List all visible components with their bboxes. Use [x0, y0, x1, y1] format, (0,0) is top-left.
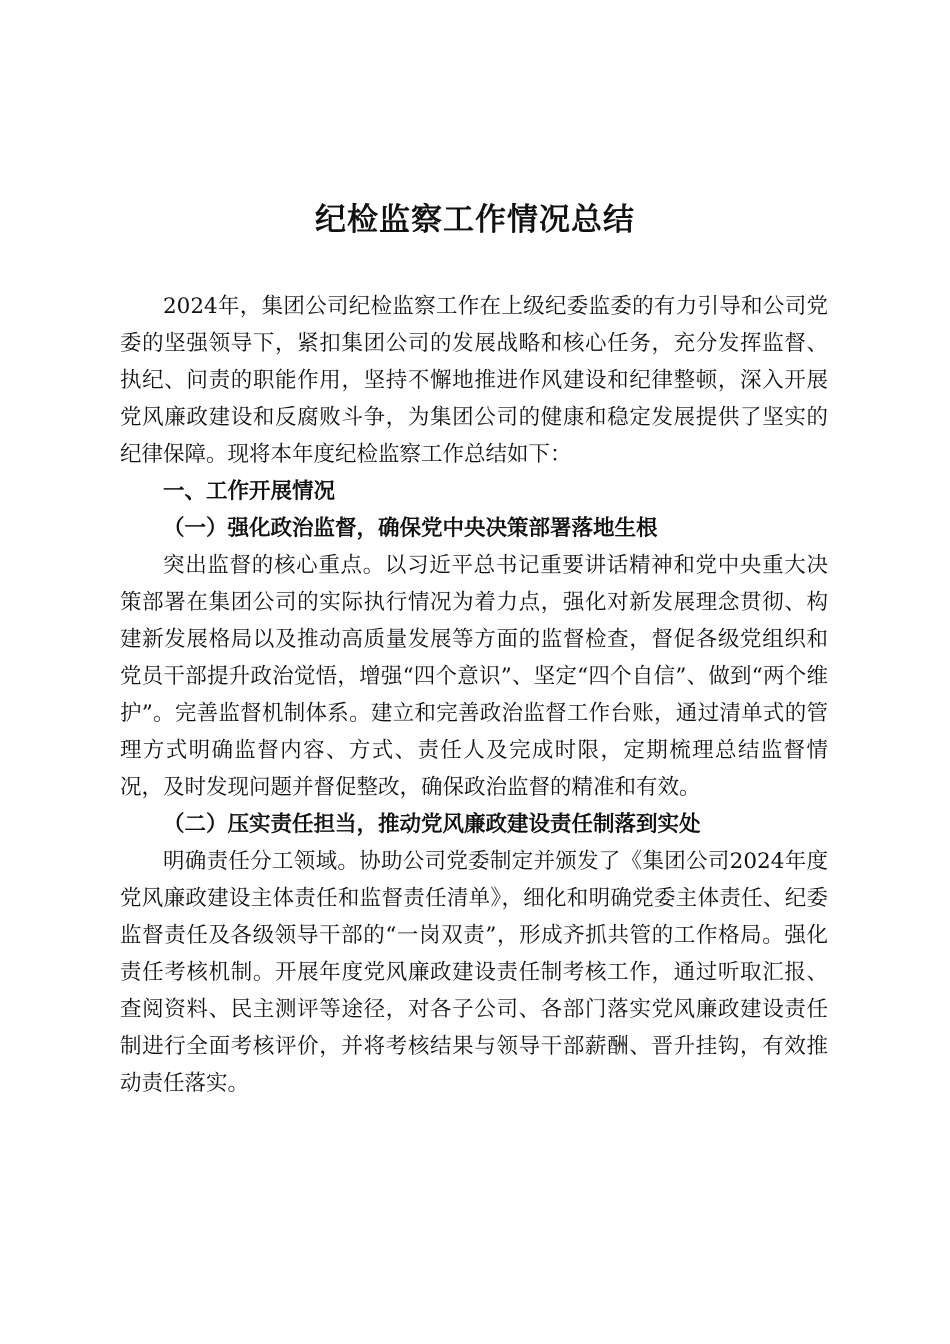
document-body [120, 288, 828, 1102]
intro-paragraph: 2024年，集团公司纪检监察工作在上级纪委监委的有力引导和公司党委的坚强领导下，紧扣集团公司的发展战略和核心任务，充分发挥监督、执纪、问责的职能作用，坚持不懈地推进作风建设和纪律整顿，深入开展党风廉政建设和反腐败斗争，为集团公司的健康和稳定发展提供了坚实的纪律保障。现将本年度纪检监察工作总结如下： [120, 294, 828, 467]
subsection-heading-1: （一）强化政治监督，确保党中央决策部署落地生根 [163, 516, 658, 541]
subsection-paragraph-1: 突出监督的核心重点。以习近平总书记重要讲话精神和党中央重大决策部署在集团公司的实际执行情况为着力点，强化对新发展理念贯彻、构建新发展格局以及推动高质量发展等方面的监督检查，督促各级党组织和党员干部提升政治觉悟，增强“四个意识”、坚定“四个自信”、做到“两个维护”。完善监督机制体系。建立和完善政治监督工作台账，通过清单式的管理方式明确监督内容、方式、责任人及完成时限，定期梳理总结监督情况，及时发现问题并督促整改，确保政治监督的精准和有效。 [120, 553, 828, 800]
document-title: 纪检监察工作情况总结 [315, 202, 635, 238]
subsection-paragraph-2: 明确责任分工领域。协助公司党委制定并颁发了《集团公司2024年度党风廉政建设主体责任和监督责任清单》，细化和明确党委主体责任、纪委监督责任及各级领导干部的“一岗双责”，形成齐抓共管的工作格局。强化责任考核机制。开展年度党风廉政建设责任制考核工作，通过听取汇报、查阅资料、民主测评等途径，对各子公司、各部门落实党风廉政建设责任制进行全面考核评价，并将考核结果与领导干部薪酬、晋升挂钩，有效推动责任落实。 [120, 849, 828, 1096]
subsection-heading-2: （二）压实责任担当，推动党风廉政建设责任制落到实处 [163, 812, 701, 837]
section-heading: 一、工作开展情况 [163, 479, 336, 504]
